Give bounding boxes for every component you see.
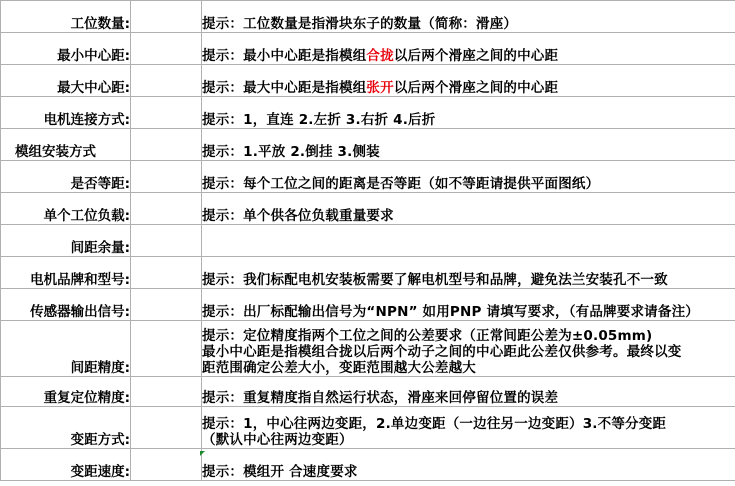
hint-line: 提示：定位精度指两个工位之间的公差要求（正常间距公差为±0.05mm) <box>202 328 653 344</box>
hint-text: 以后两个滑座之间的中心距 <box>393 48 559 64</box>
table-row <box>1 97 735 129</box>
highlight-text: 合拢 <box>366 48 394 64</box>
table-row <box>1 161 735 193</box>
label-cell[interactable]: 是否等距: <box>1 161 131 193</box>
label-cell[interactable]: 传感器输出信号: <box>1 289 131 321</box>
label-cell[interactable]: 重复定位精度: <box>1 377 131 407</box>
hint-cell[interactable] <box>202 33 735 65</box>
value-cell[interactable] <box>131 1 202 33</box>
label-cell[interactable]: 间距余量: <box>1 225 131 257</box>
table-row <box>1 65 735 97</box>
hint-text: 提示：模组开 合速度要求 <box>202 464 358 480</box>
table-row <box>1 129 735 161</box>
hint-text: 以后两个滑座之间的中心距 <box>393 80 559 96</box>
hint-text: 提示：单个供各位负载重量要求 <box>202 208 394 224</box>
hint-line: （默认中心往两边变距） <box>202 432 353 448</box>
hint-line: 距范围确定公差大小，变距范围越大公差越大 <box>202 360 476 376</box>
hint-cell[interactable] <box>202 65 735 97</box>
label-cell[interactable]: 最小中心距: <box>1 33 131 65</box>
table-row <box>1 225 735 257</box>
hint-text: 提示：重复精度指自然运行状态，滑座来回停留位置的误差 <box>202 390 559 406</box>
table-row <box>1 1 735 33</box>
hint-text: 提示：最大中心距是指模组 <box>202 80 367 96</box>
value-cell[interactable] <box>131 449 202 481</box>
table-row <box>1 321 735 377</box>
value-cell[interactable] <box>131 225 202 257</box>
hint-text: 提示：我们标配电机安装板需要了解电机型号和品牌，避免法兰安装孔不一致 <box>202 272 668 288</box>
hint-line: 提示：1，中心往两边变距，2.单边变距（一边往另一边变距）3.不等分变距 <box>202 416 667 432</box>
value-cell[interactable] <box>131 129 202 161</box>
label-cell[interactable]: 变距速度: <box>1 449 131 481</box>
hint-text: 提示：出厂标配输出信号为“NPN” 如用PNP 请填写要求，（有品牌要求请备注） <box>202 304 699 320</box>
comment-indicator-icon <box>200 451 205 456</box>
hint-cell[interactable] <box>202 161 735 193</box>
value-cell[interactable] <box>131 321 202 377</box>
label-cell[interactable]: 工位数量: <box>1 1 131 33</box>
label-cell[interactable]: 变距方式: <box>1 407 131 449</box>
hint-cell[interactable] <box>202 449 735 481</box>
label-cell[interactable]: 间距精度: <box>1 321 131 377</box>
hint-text: 提示：1，直连 2.左折 3.右折 4.后折 <box>202 112 436 128</box>
table-row <box>1 449 735 481</box>
label-cell[interactable]: 单个工位负载: <box>1 193 131 225</box>
value-cell[interactable] <box>131 257 202 289</box>
hint-cell[interactable] <box>202 257 735 289</box>
value-cell[interactable] <box>131 377 202 407</box>
hint-cell[interactable] <box>202 193 735 225</box>
value-cell[interactable] <box>131 161 202 193</box>
hint-text: 提示：最小中心距是指模组 <box>202 48 367 64</box>
hint-cell[interactable] <box>202 377 735 407</box>
hint-text: 提示：工位数量是指滑块东子的数量（简称：滑座） <box>202 16 518 32</box>
table-row <box>1 257 735 289</box>
value-cell[interactable] <box>131 65 202 97</box>
hint-cell[interactable] <box>202 407 735 449</box>
hint-text: 提示：每个工位之间的距离是否等距（如不等距请提供平面图纸） <box>202 176 600 192</box>
value-cell[interactable] <box>131 407 202 449</box>
table-row <box>1 377 735 407</box>
label-cell[interactable]: 最大中心距: <box>1 65 131 97</box>
table-row <box>1 407 735 449</box>
hint-line: 最小中心距是指模组合拢以后两个动子之间的中心距此公差仅供参考。最终以变 <box>202 344 682 360</box>
table-row <box>1 33 735 65</box>
hint-cell[interactable] <box>202 1 735 33</box>
highlight-text: 张开 <box>366 80 394 96</box>
hint-cell[interactable] <box>202 97 735 129</box>
value-cell[interactable] <box>131 289 202 321</box>
hint-cell[interactable] <box>202 225 735 257</box>
hint-cell[interactable] <box>202 129 735 161</box>
hint-cell[interactable] <box>202 321 735 377</box>
value-cell[interactable] <box>131 97 202 129</box>
value-cell[interactable] <box>131 193 202 225</box>
table-row <box>1 193 735 225</box>
label-cell[interactable]: 电机品牌和型号: <box>1 257 131 289</box>
hint-text: 提示：1.平放 2.倒挂 3.侧装 <box>202 144 380 160</box>
label-cell[interactable]: 电机连接方式: <box>1 97 131 129</box>
value-cell[interactable] <box>131 33 202 65</box>
hint-cell[interactable] <box>202 289 735 321</box>
label-cell[interactable]: 模组安装方式 <box>1 129 131 161</box>
table-row <box>1 289 735 321</box>
